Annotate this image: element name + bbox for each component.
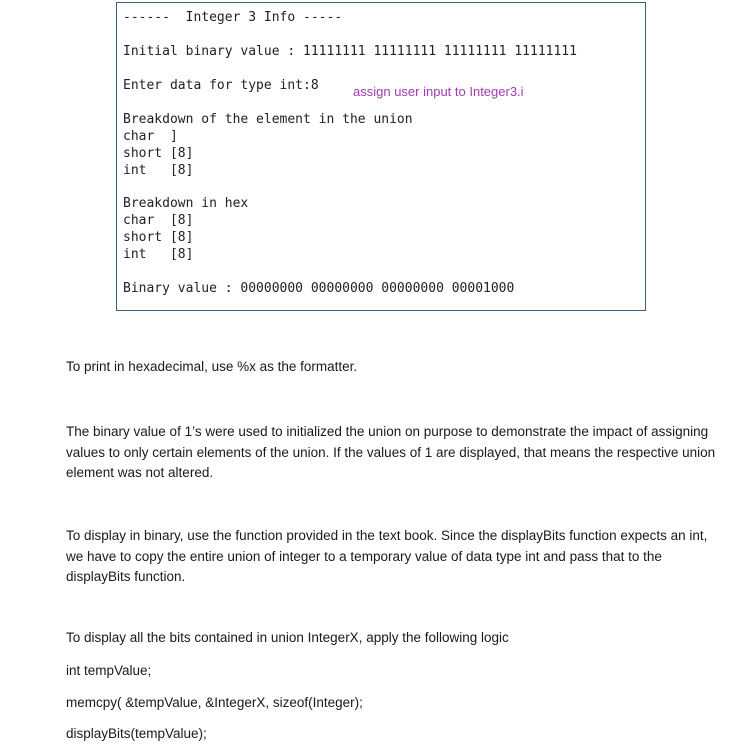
enter-data-line: Enter data for type int:8 [123, 78, 319, 93]
breakdown-char: char ] [123, 129, 178, 144]
code-line-1: int tempValue; [66, 663, 152, 678]
hex-short: short [8] [123, 230, 194, 245]
initial-binary-line: Initial binary value : 11111111 11111111 11111111 11111111 [123, 44, 577, 59]
console-screenshot [116, 2, 646, 311]
breakdown-int: int [8] [123, 163, 194, 178]
hex-char: char [8] [123, 213, 194, 228]
breakdown-title: Breakdown of the element in the union [123, 112, 413, 127]
code-line-2: memcpy( &tempValue, &IntegerX, sizeof(Integer); [66, 695, 363, 710]
hex-int: int [8] [123, 247, 194, 262]
logic-intro: To display all the bits contained in union IntegerX, apply the following logic [66, 630, 509, 645]
binary-value-line: Binary value : 00000000 00000000 00000000 00001000 [123, 281, 515, 296]
hex-tip: To print in hexadecimal, use %x as the formatter. [66, 359, 358, 374]
code-line-3: displayBits(tempValue); [66, 726, 207, 741]
binary-init-paragraph: The binary value of 1’s were used to initialized the union on purpose to demonstrate the impact of assigning values to only certain elements of the union. If the values of 1 are displayed, that means the respective union element was not altered. [66, 424, 716, 480]
hex-title: Breakdown in hex [123, 196, 249, 211]
console-header: ------ Integer 3 Info ----- [123, 10, 343, 25]
input-annotation: assign user input to Integer3.i [353, 84, 524, 99]
display-binary-paragraph: To display in binary, use the function provided in the text book. Since the displayBits function expects an int, we have to copy the entire union of integer to a temporary value of data type int and pass that to the displayBits function. [66, 528, 708, 584]
breakdown-short: short [8] [123, 146, 194, 161]
